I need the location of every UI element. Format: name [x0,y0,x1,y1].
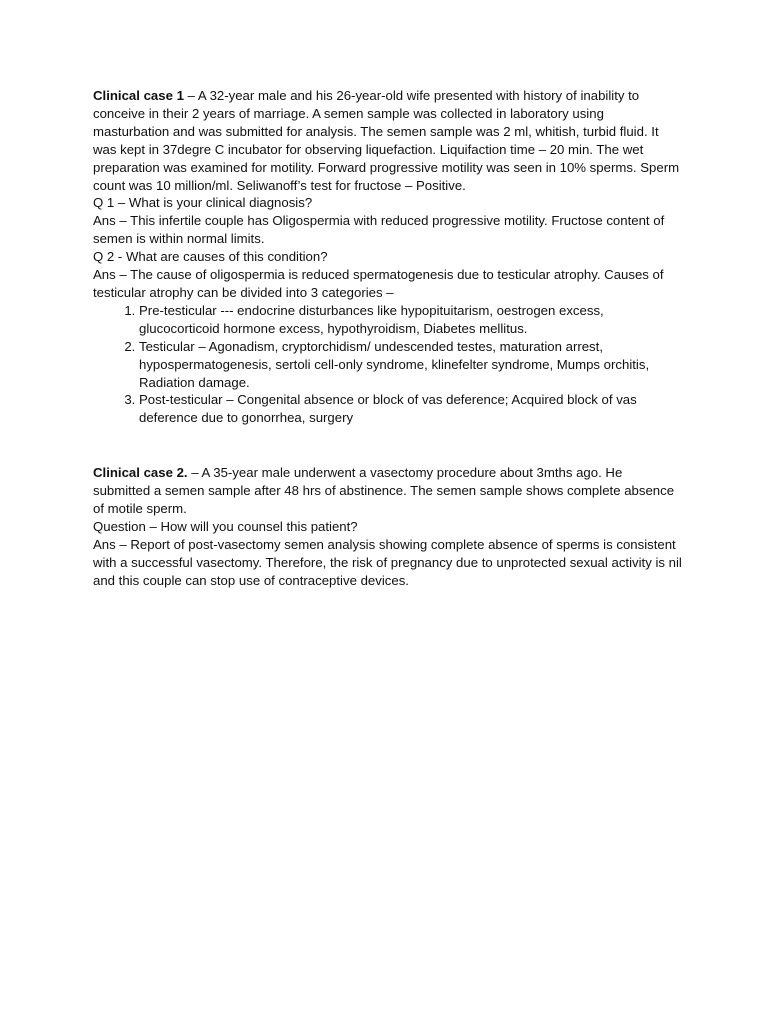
case-spacer [93,427,683,464]
case1-question-1: Q 1 – What is your clinical diagnosis? [93,195,313,211]
case1-answer-2: Ans – The cause of oligospermia is reduced spermatogenesis due to testicular atrophy. Causes of testicular atrophy can be divided into 3 categories – [93,267,664,300]
case2-title: Clinical case 2. [93,465,188,481]
cause-item-post-testicular: 3. Post-testicular – Congenital absence or block of vas deference; Acquired block of vas deference due to gonorrhea, surgery [139,391,683,427]
case2-intro-paragraph [93,464,683,518]
case1-intro-text: – A 32-year male and his 26-year-old wife presented with history of inability to conceive in their 2 years of marriage. A semen sample was collected in laboratory using masturbation and was submitted for analysis. The semen sample was 2 ml, whitish, turbid fluid. It was kept in 37degre C incubator for observing liquefaction. Liquifaction time – 20 min. The wet preparation was examined for motility. Forward progressive motility was seen in 10% sperms. Sperm count was 10 million/ml. Seliwanoff’s test for fructose – Positive. [93,88,680,193]
clinical-case-2 [93,464,683,589]
document-page [93,87,683,590]
cause-item-testicular: 2. Testicular – Agonadism, cryptorchidism/ undescended testes, maturation arrest, hypospermatogenesis, sertoli cell-only syndrome, klinefelter syndrome, Mumps orchitis, Radiation damage. [139,338,683,392]
case1-intro-paragraph [93,87,683,194]
case2-question: Question – How will you counsel this patient? [93,518,358,534]
case2-answer: Ans – Report of post-vasectomy semen analysis showing complete absence of sperms is consistent with a successful vasectomy. Therefore, the risk of pregnancy due to unprotected sexual activity is nil and this couple can stop use of contraceptive devices. [93,536,682,588]
case1-title: Clinical case 1 [93,88,184,103]
case1-answer-1: Ans – This infertile couple has Oligospermia with reduced progressive motility. Fructose content of semen is within normal limits. [93,213,665,247]
causes-list [93,302,683,427]
clinical-case-1 [93,87,683,427]
cause-item-pre-testicular: 1. Pre-testicular --- endocrine disturbances like hypopituitarism, oestrogen excess, glucocorticoid hormone excess, hypothyroidism, Diabetes mellitus. [139,302,683,338]
case2-intro-text: – A 35-year male underwent a vasectomy procedure about 3mths ago. He submitted a semen sample after 48 hrs of abstinence. The semen sample shows complete absence of motile sperm. [93,465,675,517]
case1-question-2: Q 2 - What are causes of this condition? [93,249,328,265]
